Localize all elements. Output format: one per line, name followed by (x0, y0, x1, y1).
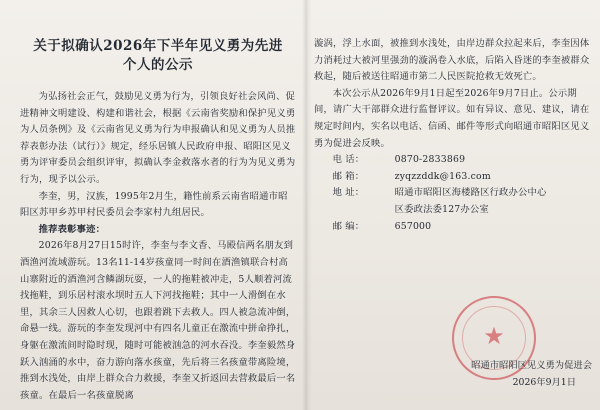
signature-date: 2026年9月1日 (512, 377, 576, 388)
deeds-label: 推荐表彰事迹： (38, 223, 106, 235)
address-value: 昭通市昭阳区海楼路区行政办公中心区委政法委127办公室 (394, 187, 547, 215)
left-column (20, 0, 296, 410)
signature-block (471, 357, 592, 391)
title-line-1: 关于拟确认2026年下半年见义勇为先进 (33, 38, 283, 54)
email-label: 邮 箱： (332, 170, 365, 182)
intro-paragraph: 为弘扬社会正气，鼓励见义勇为行为，引领良好社会风尚、促进精神文明建设、构建和谐社会，根据《云南省奖励和保护见义勇为人员条例》及《云南省见义勇为行为申报确认和见义勇为人员推荐表彰办法（试行）》规定，经乐居镇人民政府申报、昭阳区见义勇为评审委员会组织评审，拟确认李金救落水者的行为为见义勇为行为，现予以公示。 (20, 91, 296, 185)
address-label: 地 址： (332, 187, 365, 199)
contact-phone (314, 152, 592, 169)
title-line-2: 个人的公示 (123, 57, 193, 73)
document-title (20, 37, 296, 75)
contact-block (314, 152, 592, 235)
period-paragraph: 本次公示从2026年9月1日起至2026年9月7日止。公示期间，请广大干部群众进行监督评议。如有异议、意见、建议，请在规定时间内，实名以电话、信函、邮件等形式向昭通市昭阳区见义勇为促进会反映。 (314, 87, 590, 149)
postcode-label: 邮 编： (332, 220, 365, 232)
phone-value: 0870-2833869 (394, 154, 466, 166)
email-value: zyqzzddk@163.com (394, 170, 491, 182)
person-paragraph: 李奎，男，汉族，1995年2月生，籍性前系云南省昭通市昭阳区苏甲乡苏甲村民委员会李家村九组居民。 (20, 190, 288, 219)
deeds-continuation: 漩涡，浮上水面，被推到水浅处，由岸边群众拉起来后，李奎因体力消耗过大被河里强劲的漩涡卷入水底，后陷入昏迷的李奎被群众救起，随后被送往昭通市第二人民医院抢救无效死亡。 (314, 38, 590, 83)
official-seal-icon: ★ (452, 296, 536, 380)
postcode-value: 657000 (394, 220, 432, 232)
contact-postcode (314, 219, 592, 236)
deeds-paragraph (20, 222, 296, 239)
contact-address (314, 185, 592, 218)
deeds-body: 2026年8月27日15时许，李奎与李文香、马殿信两名朋友到酒渔河流域游玩。13名11-14岁孩童同一时间在酒渔镇联合村高山寨附近的酒渔河含鳞湖玩耍，一人的拖鞋被冲走，5人顺着河流找拖鞋，到乐居村滚水坝时五人下河找拖鞋；其中一人滑倒在水里，其余三人因救人心切，也跟着跳下去救人。四人被急流冲倒，命悬一线。游玩的李奎发现河中有四名儿童正在激流中拼命挣扎，身躯在激流间时隐时现，随时可能被汹急的河水吞没。李奎毅然身跃入汹涌的水中，奋力游向落水孩童，先后将三名孩童带离险境，推到水浅处，由岸上群众合力救援，李奎又折返回去营救最后一名孩童。在最后一名孩童脱离 (20, 240, 296, 401)
page-fold-shadow (302, 0, 312, 410)
contact-email (314, 169, 592, 186)
phone-label: 电 话： (332, 154, 365, 166)
signature-org: 昭通市昭阳区见义勇为促进会 (471, 360, 592, 371)
